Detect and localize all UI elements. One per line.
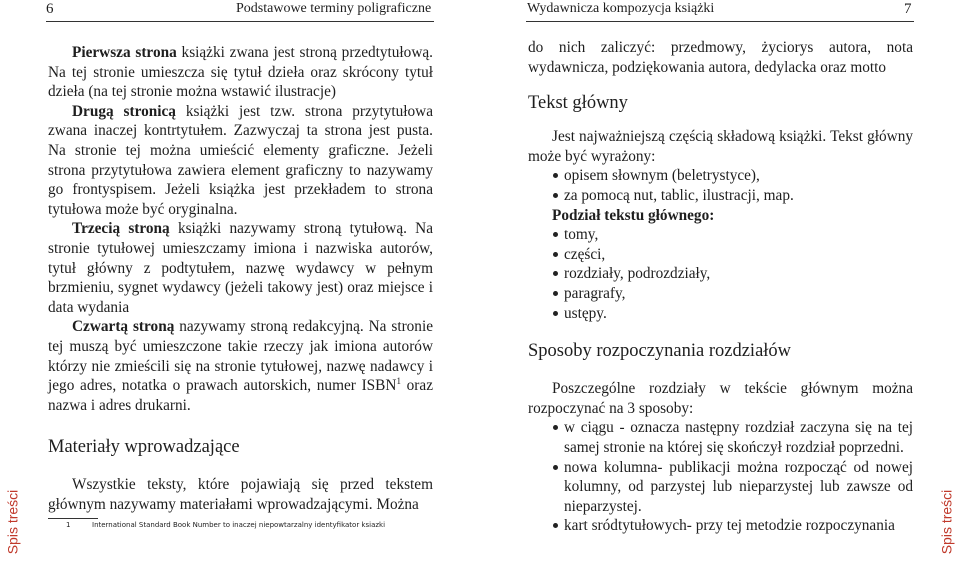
paragraph-text: oraz nazwa i adres drukarni.	[48, 377, 433, 414]
paragraph-materialy: Wszystkie teksty, które pojawiają się przed tekstem głównym nazywamy materiałami wprowadzającymi. Można	[48, 476, 433, 513]
paragraph-trzecia	[48, 219, 433, 317]
left-body	[48, 43, 433, 514]
toc-tab-label: Spis treści	[4, 489, 21, 555]
toc-tab-left[interactable]	[0, 478, 26, 566]
list-item: nowa kolumna- publikacji można rozpocząć od nowej kolumny, od parzystej lub nieparzystej lub zawsze od nieparzystej.	[528, 458, 913, 517]
list-item: za pomocą nut, tablic, ilustracji, map.	[528, 186, 913, 206]
podzial-label	[528, 206, 913, 226]
list-item: części,	[528, 245, 913, 265]
paragraph-text: książki jest tzw. strona przytytułowa zwana inaczej kontrtytułem. Zazwyczaj ta strona jest pusta. Na stronie tej można umieścić elementy graficzne. Jeżeli strona przytytułowa zawiera element graficzny to nazywamy go frontyspisem. Jeżeli książka jest przekładem to strona tytułowa może być oryginalna.	[48, 102, 433, 218]
footnote-number: 1	[66, 521, 71, 529]
list-item: tomy,	[528, 225, 913, 245]
footnote-rule	[48, 518, 98, 519]
paragraph-druga	[48, 102, 433, 220]
podzial-label-text: Podział tekstu głównego:	[552, 206, 715, 224]
list-item: kart sródtytułowych- przy tej metodzie rozpoczynania	[528, 516, 913, 536]
footnote-text: International Standard Book Number to inaczej niepowtarzalny identyfikator ksiazki	[92, 521, 386, 529]
paragraph-text: książki nazywamy stroną tytułową. Na stronie tytułowej umieszczamy imiona i nazwiska autorów, tytuł główny z podtytułem, nazwę wydawcy w pełnym brzmieniu, sygnet wydawcy (jeżeli takowy jest) oraz miejsce i data wydania	[48, 220, 433, 316]
heading-materialy-wprowadzajace: Materiały wprowadzające	[48, 437, 240, 458]
footnote-reference[interactable]: 1	[396, 376, 401, 386]
paragraph-continued: do nich zaliczyć: przedmowy, życiorys autora, nota wydawnicza, podziękowania autora, dedylacka oraz motto	[528, 39, 913, 76]
paragraph-text: książki zwana jest stroną przedtytułową. Na tej stronie umieszcza się tytuł dzieła oraz skrócony tytuł dzieła (na tej stronie można wstawić ilustracje)	[48, 44, 433, 101]
header-rule-left	[46, 21, 434, 22]
heading-tekst-glowny: Tekst główny	[528, 93, 628, 114]
right-page	[480, 0, 960, 580]
heading-sposoby: Sposoby rozpoczynania rozdziałów	[528, 341, 792, 362]
paragraph-text: nazywamy stroną redakcyjną. Na stronie tej muszą być umieszczone takie rzeczy jak imiona autorów którzy nie zmieścili się na stronie tytułowej, nazwę nadawcy i jego adres, notatka o prawach autorskich, numer ISBN	[48, 318, 433, 395]
right-body	[528, 38, 913, 536]
toc-tab-right[interactable]	[934, 478, 960, 566]
bold-lead: Drugą stronicą	[72, 102, 176, 120]
paragraph-czwarta	[48, 317, 433, 415]
bold-lead: Czwartą stroną	[72, 318, 175, 336]
header-rule-right	[526, 21, 914, 22]
list-forms	[528, 166, 913, 205]
toc-tab-label: Spis treści	[938, 489, 955, 555]
running-head-left: Podstawowe terminy poligraficzne	[236, 1, 432, 16]
paragraph-sposoby: Poszczególne rozdziały w tekście głównym można rozpoczynać na 3 sposoby:	[528, 380, 913, 417]
bold-lead: Pierwsza strona	[72, 44, 177, 61]
list-item: ustępy.	[528, 304, 913, 324]
list-item: opisem słownym (beletrystyce),	[528, 166, 913, 186]
paragraph-tekst-glowny: Jest najważniejszą częścią składową książki. Tekst główny może być wyrażony:	[528, 128, 913, 165]
paragraph-pierwsza	[48, 43, 433, 102]
list-item: rozdziały, podrozdziały,	[528, 264, 913, 284]
list-sposoby	[528, 418, 913, 536]
list-item: paragrafy,	[528, 284, 913, 304]
page-number-right: 7	[904, 1, 912, 17]
list-podzial	[528, 225, 913, 323]
bold-lead: Trzecią stroną	[72, 220, 170, 238]
list-item: w ciągu - oznacza następny rozdział zaczyna się na tej samej stronie na której się skończył rozdział poprzedni.	[528, 418, 913, 457]
running-head-right: Wydawnicza kompozycja książki	[527, 1, 715, 16]
page-number-left: 6	[46, 1, 54, 17]
